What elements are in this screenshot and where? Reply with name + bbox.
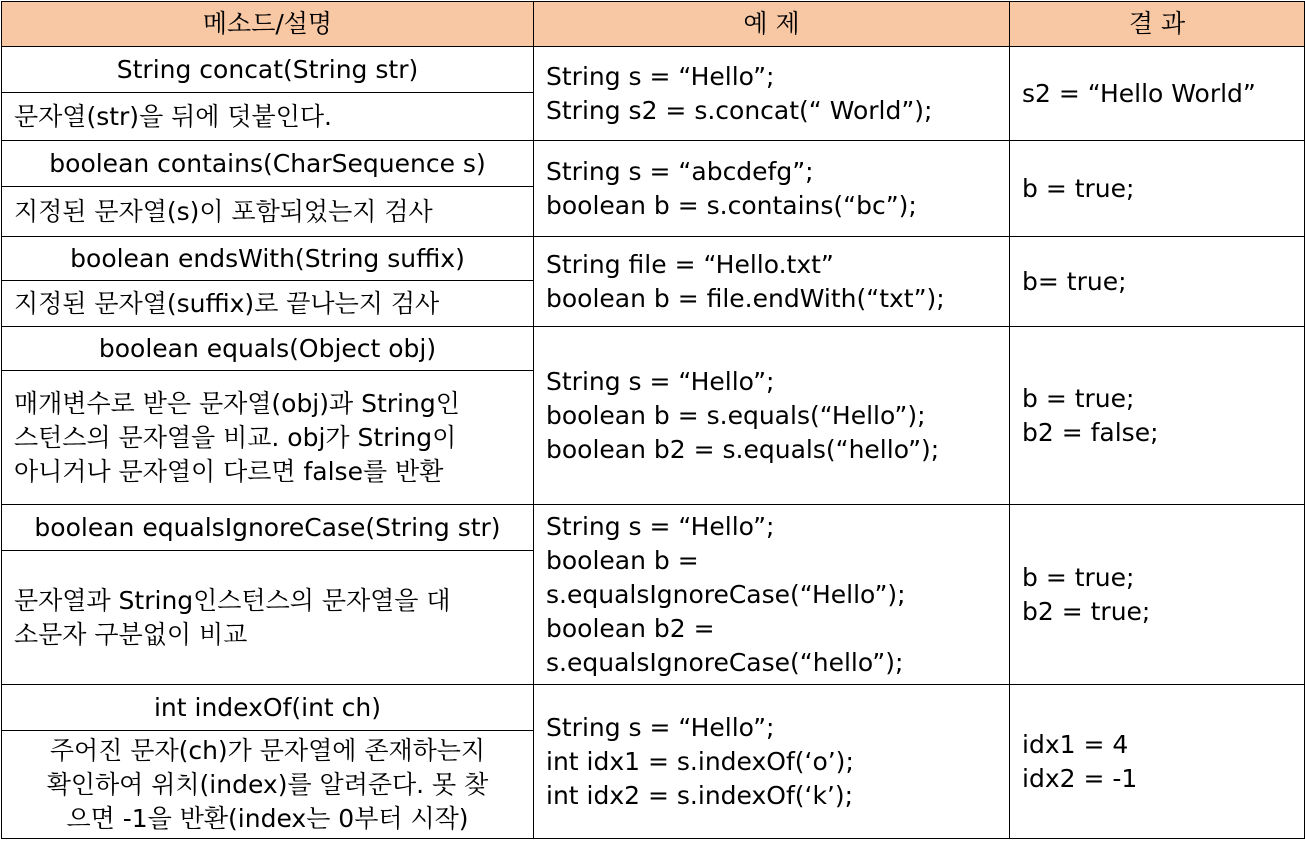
- example-code: String s = “abcdefg”; boolean b = s.contains(“bc”);: [534, 141, 1010, 237]
- method-signature: boolean equalsIgnoreCase(String str): [2, 505, 534, 551]
- example-code: String s = “Hello”; String s2 = s.concat(“ World”);: [534, 47, 1010, 141]
- table-row: [2, 237, 1305, 281]
- example-code: String file = “Hello.txt” boolean b = file.endWith(“txt”);: [534, 237, 1010, 327]
- result-value: b= true;: [1010, 237, 1305, 327]
- table-row: [2, 327, 1305, 371]
- result-value: b = true; b2 = false;: [1010, 327, 1305, 505]
- result-value: s2 = “Hello World”: [1010, 47, 1305, 141]
- example-code: String s = “Hello”; int idx1 = s.indexOf(‘o’); int idx2 = s.indexOf(‘k’);: [534, 685, 1010, 839]
- method-description: 문자열과 String인스턴스의 문자열을 대 소문자 구분없이 비교: [2, 551, 534, 685]
- method-signature: boolean contains(CharSequence s): [2, 141, 534, 187]
- example-code: String s = “Hello”; boolean b = s.equals(“Hello”); boolean b2 = s.equals(“hello”);: [534, 327, 1010, 505]
- example-code: String s = “Hello”; boolean b = s.equalsIgnoreCase(“Hello”); boolean b2 = s.equalsIgnoreCase(“hello”);: [534, 505, 1010, 685]
- method-signature: boolean endsWith(String suffix): [2, 237, 534, 281]
- method-description: 지정된 문자열(suffix)로 끝나는지 검사: [2, 281, 534, 327]
- method-signature: boolean equals(Object obj): [2, 327, 534, 371]
- method-description: 문자열(str)을 뒤에 덧붙인다.: [2, 93, 534, 141]
- result-value: b = true;: [1010, 141, 1305, 237]
- result-value: b = true; b2 = true;: [1010, 505, 1305, 685]
- method-description: 매개변수로 받은 문자열(obj)과 String인 스턴스의 문자열을 비교. obj가 String이 아니거나 문자열이 다르면 false를 반환: [2, 371, 534, 505]
- method-description: 지정된 문자열(s)이 포함되었는지 검사: [2, 187, 534, 237]
- result-value: idx1 = 4 idx2 = -1: [1010, 685, 1305, 839]
- header-method: 메소드/설명: [2, 2, 534, 47]
- table-row: [2, 505, 1305, 551]
- header-row: [2, 2, 1305, 47]
- table-row: [2, 141, 1305, 187]
- string-methods-table: [1, 1, 1305, 839]
- method-signature: String concat(String str): [2, 47, 534, 93]
- table-row: [2, 47, 1305, 93]
- table-row: [2, 685, 1305, 731]
- header-result: 결 과: [1010, 2, 1305, 47]
- header-example: 예 제: [534, 2, 1010, 47]
- method-description: 주어진 문자(ch)가 문자열에 존재하는지 확인하여 위치(index)를 알려준다. 못 찾 으면 -1을 반환(index는 0부터 시작): [2, 731, 534, 839]
- method-signature: int indexOf(int ch): [2, 685, 534, 731]
